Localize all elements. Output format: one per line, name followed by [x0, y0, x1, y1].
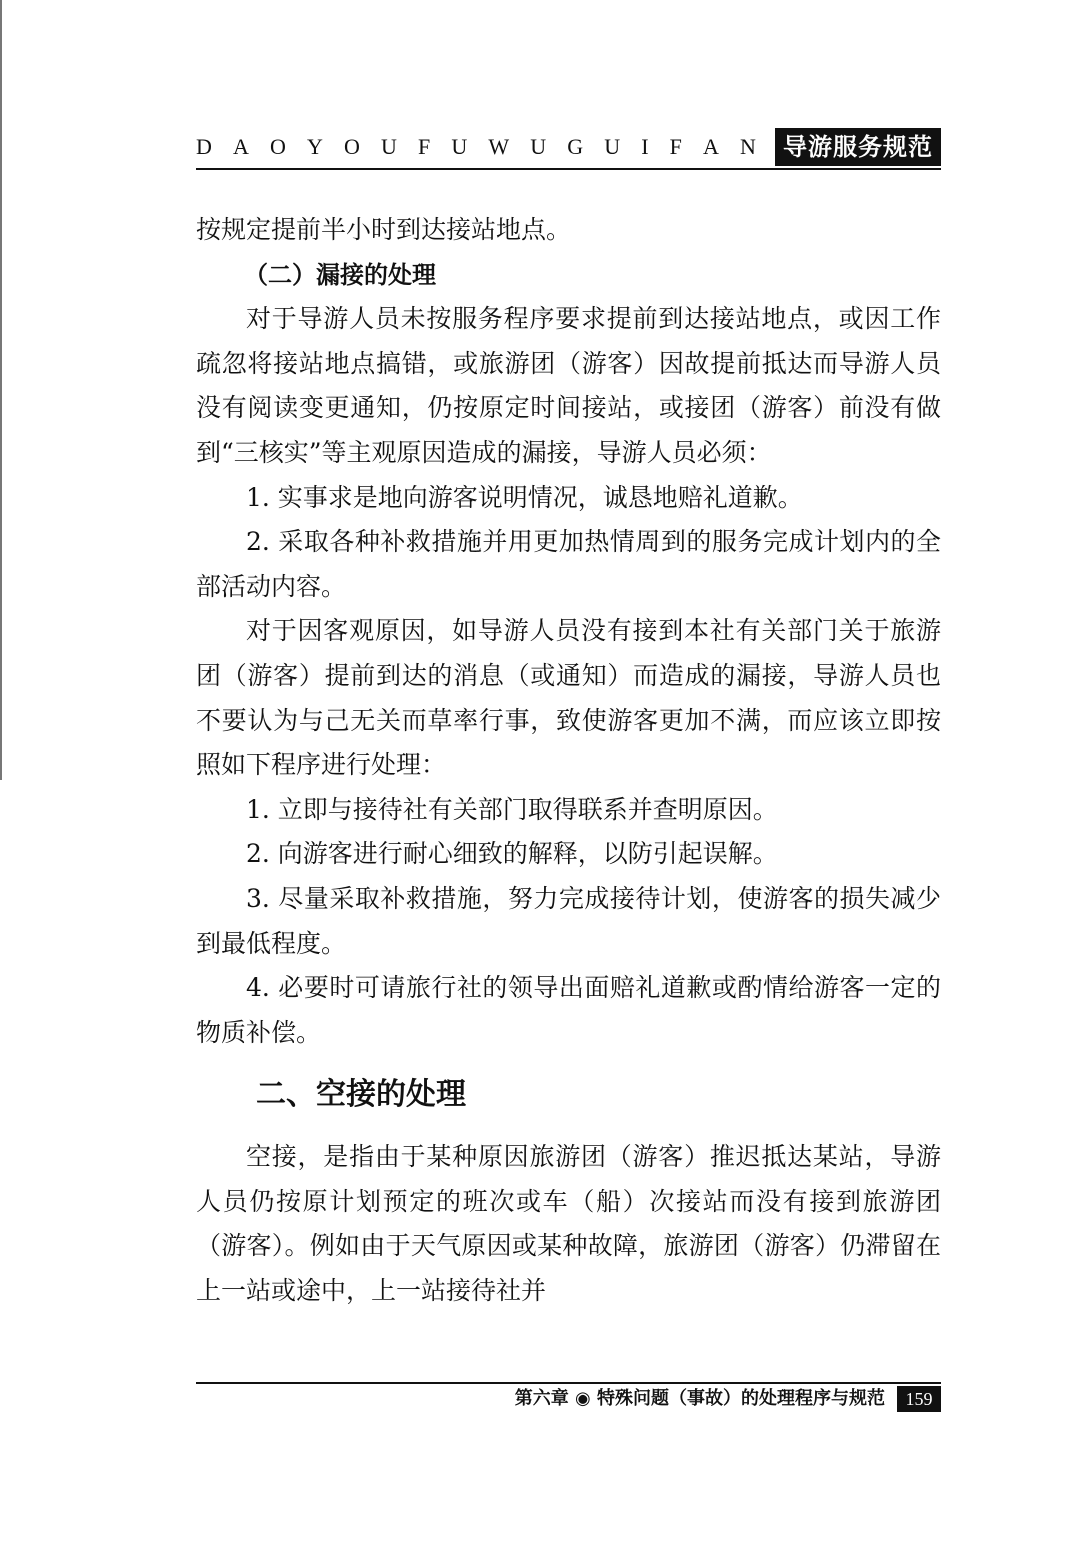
header-letter: U	[381, 134, 397, 159]
page-body	[196, 208, 941, 1314]
list-item: 2. 采取各种补救措施并用更加热情周到的服务完成计划内的全部活动内容。	[196, 527, 941, 601]
list-item: 1. 实事求是地向游客说明情况，诚恳地赔礼道歉。	[246, 482, 803, 512]
footer-chapter-title: 第六章 ◉ 特殊问题（事故）的处理程序与规范	[514, 1388, 885, 1409]
header-divider	[196, 168, 941, 170]
list-item: 4. 必要时可请旅行社的领导出面赔礼道歉或酌情给游客一定的物质补偿。	[196, 973, 941, 1047]
page-left-edge-shadow	[0, 0, 2, 780]
body-paragraph: 空接，是指由于某种原因旅游团（游客）推迟抵达某站，导游人员仍按原计划预定的班次或车（船）次接站而没有接到旅游团（游客）。例如由于天气原因或某种故障，旅游团（游客）仍滞留在上一站或途中，上一站接待社并	[196, 1142, 941, 1306]
header-letter: I	[641, 134, 649, 159]
header-letter: O	[344, 134, 360, 159]
header-letter: Y	[307, 134, 323, 159]
body-paragraph: 对于因客观原因，如导游人员没有接到本社有关部门关于旅游团（游客）提前到达的消息（或通知）而造成的漏接，导游人员也不要认为与己无关而草率行事，致使游客更加不满，而应该立即按照如下程序进行处理：	[196, 616, 941, 780]
subsection-heading: （二）漏接的处理	[244, 260, 436, 289]
header-letter: O	[270, 134, 286, 159]
running-header	[196, 128, 941, 170]
header-pinyin-letters	[196, 134, 756, 160]
header-letter: W	[488, 134, 510, 159]
header-letter: U	[530, 134, 547, 159]
list-item: 1. 立即与接待社有关部门取得联系并查明原因。	[246, 794, 778, 824]
page-number: 159	[897, 1386, 941, 1412]
header-letter: A	[233, 134, 249, 159]
header-letter: A	[703, 134, 719, 159]
running-footer	[196, 1380, 941, 1416]
header-book-title: 导游服务规范	[775, 128, 941, 166]
header-letter: F	[418, 134, 431, 159]
list-item: 2. 向游客进行耐心细致的解释，以防引起误解。	[246, 839, 778, 869]
header-letter: F	[669, 134, 682, 159]
list-item: 3. 尽量采取补救措施，努力完成接待计划，使游客的损失减少到最低程度。	[196, 883, 941, 958]
footer-divider	[196, 1382, 941, 1384]
body-paragraph: 按规定提前半小时到达接站地点。	[196, 215, 572, 244]
header-letter: N	[740, 134, 756, 159]
header-letter: D	[196, 134, 212, 159]
section-heading: 二、空接的处理	[256, 1077, 466, 1113]
body-paragraph: 对于导游人员未按服务程序要求提前到达接站地点，或因工作疏忽将接站地点搞错，或旅游团（游客）因故提前抵达而导游人员没有阅读变更通知，仍按原定时间接站，或接团（游客）前没有做到“三核实”等主观原因造成的漏接，导游人员必须：	[196, 304, 941, 467]
header-letter: U	[604, 134, 621, 159]
header-letter: U	[451, 134, 468, 159]
header-letter: G	[567, 134, 584, 159]
